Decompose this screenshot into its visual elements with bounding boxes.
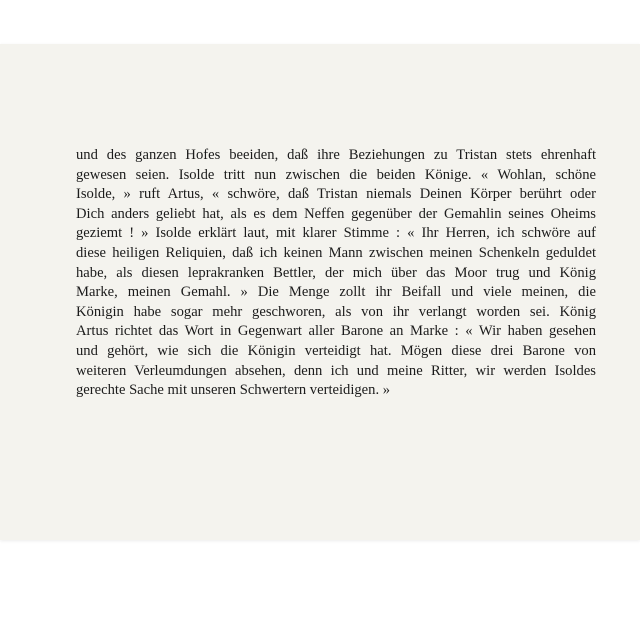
text-line: habe, als diesen leprakranken Bettler, der mich über das Moor trug und König	[76, 264, 596, 281]
text-line: Königin habe sogar mehr geschworen, als von ihr verlangt worden sei. König	[76, 303, 596, 320]
text-line: Isolde, » ruft Artus, « schwöre, daß Tristan niemals Deinen Körper berührt oder	[76, 186, 596, 203]
text-line: und gehört, wie sich die Königin verteidigt hat. Mögen diese drei Barone von	[76, 342, 596, 359]
text-line: diese heiligen Reliquien, daß ich keinen Mann zwischen meinen Schenkeln geduldet	[76, 244, 596, 261]
text-line: und des ganzen Hofes beeiden, daß ihre Beziehungen zu Tristan stets ehrenhaft	[76, 147, 596, 163]
text-line: Dich anders geliebt hat, als es dem Neffen gegenüber der Gemahlin seines Oheims	[76, 205, 596, 222]
text-line: gewesen seien. Isolde tritt nun zwischen die beiden Könige. « Wohlan, schöne	[76, 166, 596, 183]
body-text-paragraph	[76, 146, 596, 401]
text-line: Marke, meinen Gemahl. » Die Menge zollt ihr Beifall und viele meinen, die	[76, 284, 596, 301]
text-line: Artus richtet das Wort in Gegenwart aller Barone an Marke : « Wir haben gesehen	[76, 323, 596, 340]
text-line: gerechte Sache mit unseren Schwertern verteidigen. »	[76, 382, 391, 399]
text-line: geziemt ! » Isolde erklärt laut, mit klarer Stimme : « Ihr Herren, ich schwöre auf	[76, 225, 596, 242]
text-line: weiteren Verleumdungen absehen, denn ich und meine Ritter, wir werden Isoldes	[76, 362, 596, 379]
